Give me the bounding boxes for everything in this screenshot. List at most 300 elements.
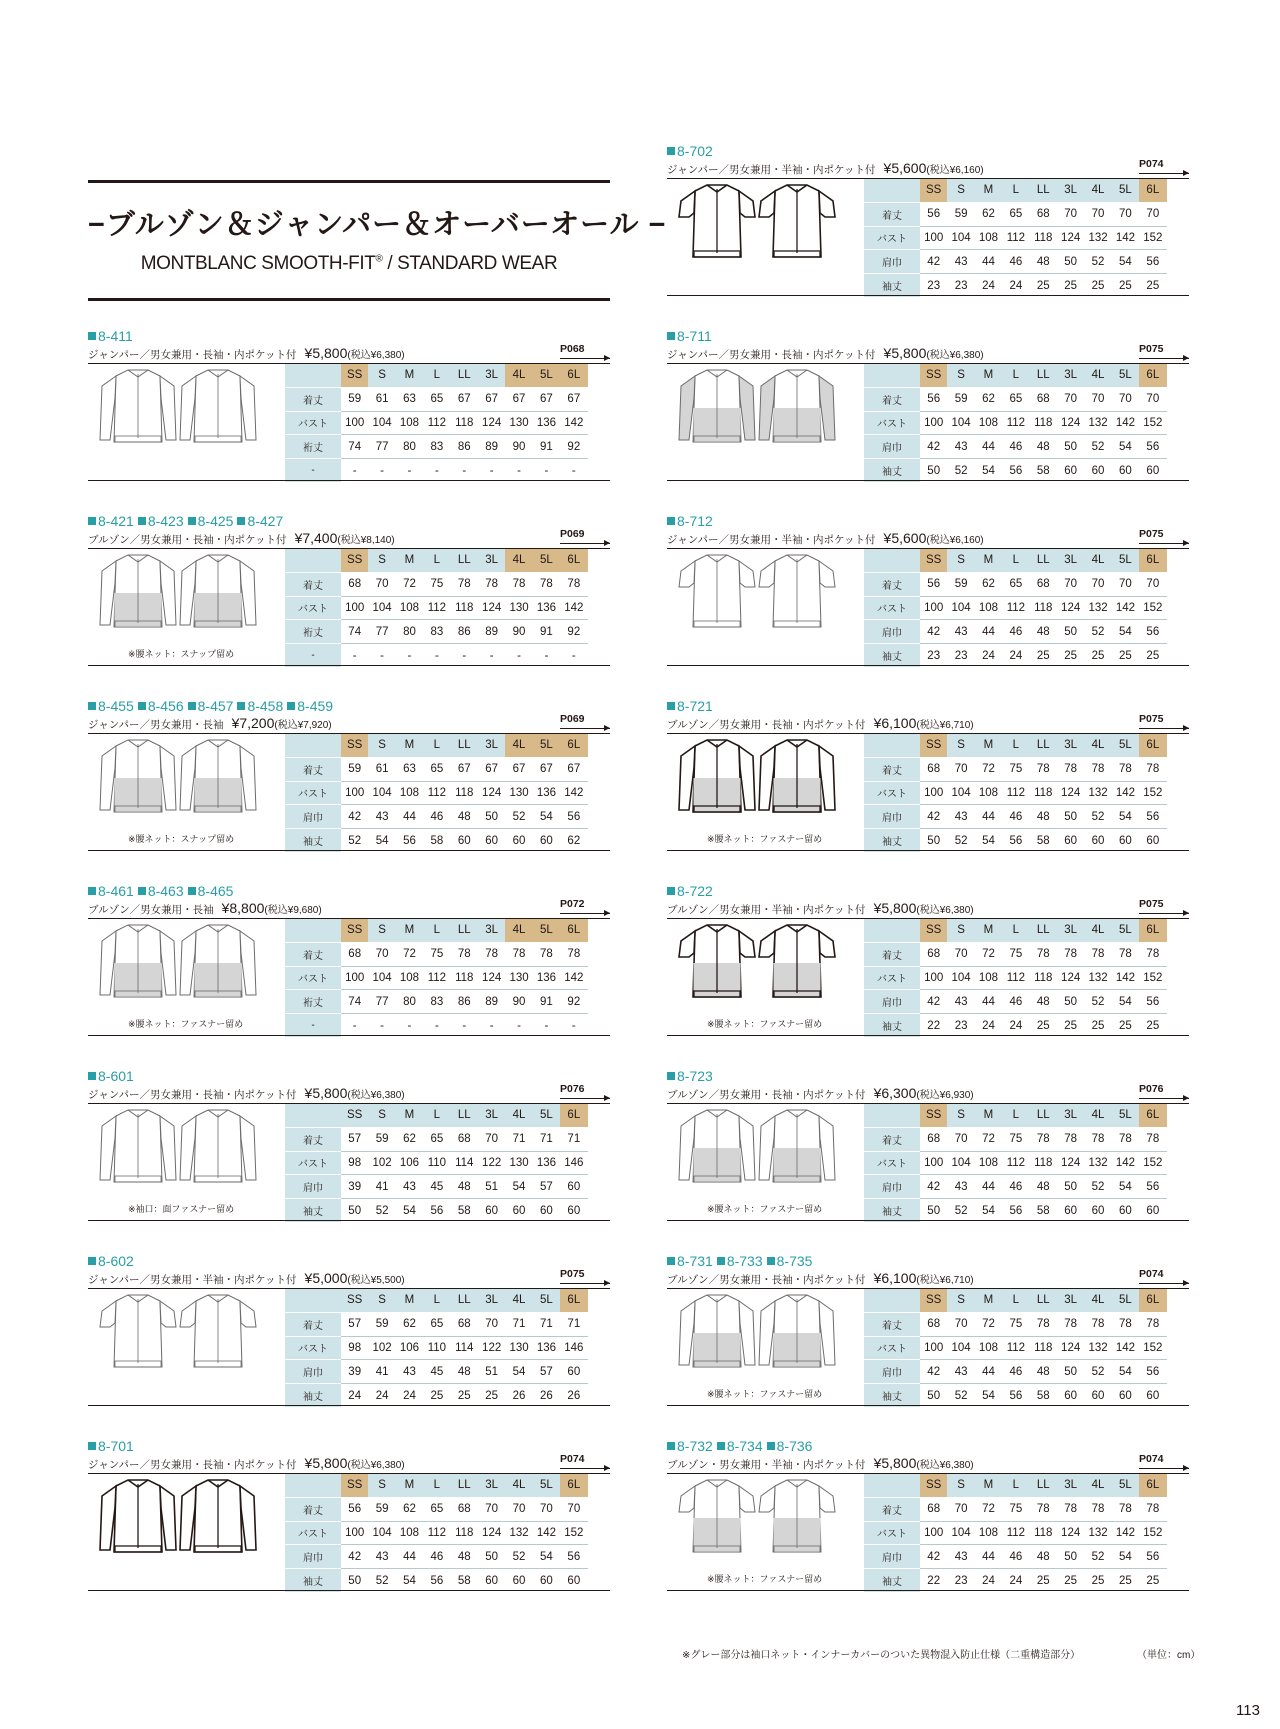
- measure-value: 100: [920, 781, 947, 805]
- table-row: [285, 644, 588, 667]
- size-header-row: [864, 364, 1167, 387]
- catalog-page-ref: P075: [1139, 898, 1189, 910]
- size-header: L: [423, 919, 450, 942]
- measure-value: 142: [1112, 1521, 1139, 1545]
- garment-illustration: [98, 1478, 258, 1558]
- product-code: 8-455: [88, 698, 134, 714]
- measure-value: 108: [396, 781, 423, 805]
- measure-value: 56: [560, 805, 587, 829]
- size-header: S: [368, 919, 395, 942]
- measure-value: 25: [1091, 649, 1105, 662]
- square-bullet-icon: [667, 1442, 675, 1450]
- measure-value: -: [517, 1019, 521, 1032]
- product-block: [667, 1253, 1189, 1406]
- measure-value: 54: [505, 1175, 532, 1199]
- product-code: 8-457: [188, 698, 234, 714]
- measure-value: 70: [1057, 202, 1084, 226]
- square-bullet-icon: [667, 1072, 675, 1080]
- size-header: L: [423, 549, 450, 572]
- measure-value: 90: [505, 990, 532, 1014]
- size-header-label: [285, 1104, 341, 1127]
- table-row: [864, 596, 1167, 620]
- product-tax-price: (税込¥6,380): [347, 1460, 405, 1471]
- measure-value: 78: [478, 942, 505, 966]
- table-row: [285, 1545, 588, 1569]
- measure-value: 83: [423, 620, 450, 644]
- measure-value: 56: [1009, 464, 1023, 477]
- measure-value: 52: [1084, 620, 1111, 644]
- measure-value: 25: [485, 1389, 499, 1402]
- measure-value: 26: [512, 1389, 526, 1402]
- size-table: [285, 364, 588, 482]
- product-tax-price: (税込¥6,930): [916, 1090, 974, 1101]
- measure-value: 56: [1139, 250, 1166, 274]
- measure-value: 62: [567, 834, 581, 847]
- product-price: ¥5,800: [304, 1085, 348, 1101]
- table-row: [864, 1384, 1167, 1407]
- size-header: LL: [1030, 919, 1057, 942]
- measure-value: 51: [478, 1360, 505, 1384]
- table-row: [864, 1199, 1167, 1222]
- measure-value: -: [462, 464, 467, 477]
- measure-value: 112: [423, 781, 450, 805]
- measure-value: 68: [920, 1497, 947, 1521]
- measure-value: 56: [1139, 435, 1166, 459]
- measure-value: 80: [396, 990, 423, 1014]
- product-codes: [667, 513, 717, 529]
- measure-value: 54: [1112, 250, 1139, 274]
- size-header: SS: [920, 734, 947, 757]
- size-header-row: [285, 1104, 588, 1127]
- measure-label: バスト: [285, 1336, 341, 1360]
- size-header: SS: [920, 1474, 947, 1497]
- product-description: ブルゾン／男女兼用・長袖・内ポケット付 ¥7,400(税込¥8,140): [88, 530, 395, 546]
- measure-label: 着丈: [864, 757, 920, 781]
- measure-value: 62: [396, 1127, 423, 1151]
- measure-value: 112: [1002, 1521, 1029, 1545]
- size-header: LL: [1030, 734, 1057, 757]
- product-code: 8-463: [138, 883, 184, 899]
- measure-value: 132: [1084, 966, 1111, 990]
- measure-value: 112: [423, 966, 450, 990]
- measure-value: 59: [341, 757, 368, 781]
- measure-label: バスト: [285, 966, 341, 990]
- size-table: [285, 919, 588, 1037]
- product-note: ※腰ネット：ファスナー留め: [707, 1574, 823, 1584]
- measure-value: 44: [975, 1360, 1002, 1384]
- catalog-page-ref: P076: [560, 1083, 610, 1095]
- measure-label: バスト: [864, 781, 920, 805]
- measure-value: 60: [560, 1360, 587, 1384]
- measure-value: 67: [533, 757, 560, 781]
- measure-value: 146: [560, 1151, 587, 1175]
- measure-value: 46: [1002, 1175, 1029, 1199]
- measure-value: 25: [1064, 1019, 1078, 1032]
- measure-label: バスト: [864, 226, 920, 250]
- measure-value: 78: [1057, 1497, 1084, 1521]
- measure-value: 24: [982, 1574, 995, 1587]
- measure-value: 43: [947, 990, 974, 1014]
- product-description: ジャンパー／男女兼用・長袖・内ポケット付 ¥5,800(税込¥6,380): [667, 345, 984, 361]
- size-header: L: [1002, 919, 1029, 942]
- measure-value: 43: [947, 435, 974, 459]
- catalog-page-ref: P074: [1139, 1268, 1189, 1280]
- title-top-rule: [88, 180, 610, 183]
- product-block: [667, 883, 1189, 1036]
- product-block: [88, 1438, 610, 1591]
- product-note: ※腰ネット：スナップ留め: [128, 649, 235, 659]
- measure-value: 54: [1112, 990, 1139, 1014]
- table-row: [864, 226, 1167, 250]
- size-header-row: [864, 549, 1167, 572]
- product-code: 8-425: [188, 513, 234, 529]
- measure-value: 124: [1057, 1521, 1084, 1545]
- measure-value: 78: [505, 572, 532, 596]
- measure-value: 136: [533, 411, 560, 435]
- measure-value: 25: [457, 1389, 471, 1402]
- size-header: M: [396, 1104, 423, 1127]
- table-row: [864, 435, 1167, 459]
- measure-label: 袖丈: [864, 1569, 920, 1592]
- measure-value: 52: [505, 805, 532, 829]
- measure-value: 25: [1091, 279, 1105, 292]
- measure-value: 78: [533, 942, 560, 966]
- size-header: 5L: [1112, 1474, 1139, 1497]
- size-header: 4L: [505, 1104, 532, 1127]
- block-bottom-rule: [88, 1405, 610, 1406]
- measure-value: 56: [1139, 805, 1166, 829]
- measure-value: 60: [1064, 834, 1078, 847]
- product-description: ブルゾン／男女兼用・長袖・内ポケット付 ¥6,300(税込¥6,930): [667, 1085, 974, 1101]
- size-table: [864, 1104, 1167, 1222]
- measure-value: 74: [341, 990, 368, 1014]
- measure-value: 43: [947, 1175, 974, 1199]
- product-description: ジャンパー／男女兼用・長袖・内ポケット付 ¥5,800(税込¥6,380): [88, 345, 405, 361]
- block-bottom-rule: [667, 295, 1189, 296]
- measure-value: 124: [1057, 1336, 1084, 1360]
- measure-value: 78: [1112, 1312, 1139, 1336]
- product-code: 8-461: [88, 883, 134, 899]
- block-bottom-rule: [88, 665, 610, 666]
- measure-value: 23: [954, 1574, 968, 1587]
- measure-value: 108: [975, 781, 1002, 805]
- size-header: 6L: [560, 919, 587, 942]
- size-header: 6L: [560, 1474, 587, 1497]
- measure-value: 104: [947, 781, 974, 805]
- measure-value: 60: [1146, 834, 1160, 847]
- measure-value: 56: [920, 572, 947, 596]
- product-block: [88, 328, 610, 481]
- product-price: ¥6,100: [873, 715, 917, 731]
- measure-value: 124: [1057, 411, 1084, 435]
- measure-value: 56: [430, 1574, 444, 1587]
- measure-label: 肩巾: [285, 805, 341, 829]
- table-row: [285, 781, 588, 805]
- measure-label: 着丈: [864, 942, 920, 966]
- measure-value: 60: [1091, 464, 1105, 477]
- product-description: ブルゾン／男女兼用・半袖・内ポケット付 ¥5,800(税込¥6,380): [667, 900, 974, 916]
- measure-value: 142: [1112, 966, 1139, 990]
- block-bottom-rule: [667, 665, 1189, 666]
- size-header: L: [423, 1104, 450, 1127]
- measure-value: 60: [567, 1574, 581, 1587]
- catalog-page-ref: P074: [1139, 158, 1189, 170]
- measure-value: -: [407, 464, 412, 477]
- product-block: [667, 698, 1189, 851]
- product-tax-price: (税込¥6,160): [926, 535, 984, 546]
- measure-label: 肩巾: [864, 1545, 920, 1569]
- garment-illustration: [677, 183, 837, 263]
- measure-value: 60: [540, 1204, 553, 1217]
- measure-value: 58: [1036, 1389, 1050, 1402]
- measure-value: 124: [1057, 596, 1084, 620]
- measure-label: 袖丈: [864, 1384, 920, 1407]
- size-header: SS: [341, 1104, 368, 1127]
- measure-label: バスト: [285, 1151, 341, 1175]
- size-header: LL: [451, 919, 478, 942]
- measure-value: 74: [341, 620, 368, 644]
- garment-illustration: [98, 553, 258, 633]
- size-table: [864, 1289, 1167, 1407]
- size-header: M: [396, 919, 423, 942]
- square-bullet-icon: [188, 517, 196, 525]
- measure-value: 39: [341, 1175, 368, 1199]
- product-note: ※袖口：面ファスナー留め: [128, 1204, 235, 1214]
- measure-value: 110: [423, 1151, 450, 1175]
- measure-value: -: [352, 649, 357, 662]
- measure-value: 78: [1112, 1127, 1139, 1151]
- measure-value: 25: [1146, 649, 1160, 662]
- measure-value: 45: [423, 1175, 450, 1199]
- measure-value: 48: [1030, 250, 1057, 274]
- measure-value: 70: [478, 1127, 505, 1151]
- measure-value: 86: [451, 990, 478, 1014]
- measure-value: 118: [1030, 1336, 1057, 1360]
- measure-value: 23: [954, 649, 968, 662]
- product-codes: [667, 698, 717, 714]
- measure-value: 48: [451, 1175, 478, 1199]
- measure-value: 112: [423, 1521, 450, 1545]
- measure-value: 60: [1119, 464, 1132, 477]
- measure-value: 130: [505, 1151, 532, 1175]
- size-header: SS: [920, 549, 947, 572]
- measure-label: 袖丈: [285, 829, 341, 852]
- product-codes: [88, 883, 237, 899]
- garment-illustration: [98, 923, 258, 1003]
- size-header-row: [864, 1104, 1167, 1127]
- measure-value: 52: [1084, 435, 1111, 459]
- size-header: SS: [920, 179, 947, 202]
- measure-value: 25: [1036, 279, 1050, 292]
- table-row: [285, 1336, 588, 1360]
- measure-value: 68: [451, 1127, 478, 1151]
- block-bottom-rule: [667, 850, 1189, 851]
- product-codes: [667, 143, 717, 159]
- product-price: ¥5,000: [304, 1270, 348, 1286]
- measure-value: 78: [1084, 757, 1111, 781]
- measure-value: 60: [567, 1204, 581, 1217]
- catalog-title: −ブルゾン＆ジャンパー＆オーバーオール −: [88, 209, 667, 241]
- size-header: S: [947, 364, 974, 387]
- measure-value: 46: [1002, 435, 1029, 459]
- measure-label: バスト: [285, 781, 341, 805]
- measure-value: 70: [947, 1497, 974, 1521]
- measure-value: 108: [975, 411, 1002, 435]
- size-header: 5L: [533, 1289, 560, 1312]
- measure-value: 86: [451, 435, 478, 459]
- size-header: L: [1002, 549, 1029, 572]
- measure-value: 118: [451, 596, 478, 620]
- measure-value: 67: [505, 757, 532, 781]
- product-code: 8-733: [717, 1253, 763, 1269]
- measure-label: バスト: [285, 596, 341, 620]
- measure-value: 24: [982, 649, 995, 662]
- size-header: 3L: [478, 1474, 505, 1497]
- measure-value: 58: [1036, 464, 1050, 477]
- measure-value: 24: [1009, 279, 1023, 292]
- measure-value: 152: [1139, 781, 1166, 805]
- measure-value: 132: [1084, 1521, 1111, 1545]
- measure-value: 56: [1139, 1360, 1166, 1384]
- arrow-right-icon: [560, 913, 610, 914]
- measure-value: 50: [1057, 805, 1084, 829]
- table-row: [864, 1175, 1167, 1199]
- measure-value: 71: [505, 1127, 532, 1151]
- measure-value: 75: [423, 572, 450, 596]
- size-header: LL: [451, 364, 478, 387]
- measure-value: 130: [505, 596, 532, 620]
- measure-value: 54: [1112, 435, 1139, 459]
- square-bullet-icon: [717, 1442, 725, 1450]
- square-bullet-icon: [667, 332, 675, 340]
- measure-value: 42: [341, 1545, 368, 1569]
- measure-value: 67: [505, 387, 532, 411]
- measure-value: 77: [368, 620, 395, 644]
- gray-area-footnote: ※グレー部分は袖口ネット・インナーカバーのついた異物混入防止仕様（二重構造部分）: [682, 1650, 1081, 1661]
- measure-value: 48: [451, 805, 478, 829]
- arrow-right-icon: [1139, 913, 1189, 914]
- size-header: S: [947, 1289, 974, 1312]
- size-table: [285, 1104, 588, 1222]
- product-block: [667, 513, 1189, 666]
- measure-value: 54: [1112, 1360, 1139, 1384]
- measure-value: 59: [947, 572, 974, 596]
- product-codes: [88, 698, 337, 714]
- product-code: 8-723: [667, 1068, 713, 1084]
- measure-label: 着丈: [864, 1497, 920, 1521]
- table-row: [864, 411, 1167, 435]
- size-header-label: [864, 919, 920, 942]
- measure-value: 142: [1112, 411, 1139, 435]
- product-codes: [88, 1068, 138, 1084]
- arrow-right-icon: [560, 1468, 610, 1469]
- measure-value: 98: [341, 1336, 368, 1360]
- measure-value: 104: [947, 226, 974, 250]
- measure-value: 100: [920, 1151, 947, 1175]
- size-header: 3L: [1057, 1289, 1084, 1312]
- measure-value: 54: [403, 1204, 416, 1217]
- table-row: [864, 781, 1167, 805]
- size-header-row: [285, 364, 588, 387]
- product-block: [88, 698, 610, 851]
- measure-value: 59: [368, 1127, 395, 1151]
- measure-value: 108: [975, 1521, 1002, 1545]
- measure-value: 70: [1112, 387, 1139, 411]
- measure-value: 136: [533, 781, 560, 805]
- table-row: [864, 387, 1167, 411]
- measure-value: 56: [1139, 1175, 1166, 1199]
- measure-value: 70: [505, 1497, 532, 1521]
- measure-value: 46: [423, 1545, 450, 1569]
- measure-value: 78: [1112, 942, 1139, 966]
- measure-value: 70: [1139, 572, 1166, 596]
- product-code: 8-731: [667, 1253, 713, 1269]
- measure-value: 50: [927, 1389, 941, 1402]
- measure-value: 68: [341, 942, 368, 966]
- measure-value: 52: [954, 834, 968, 847]
- product-code: 8-458: [237, 698, 283, 714]
- measure-value: 60: [1119, 1389, 1132, 1402]
- measure-value: 78: [451, 942, 478, 966]
- size-header-label: [864, 1474, 920, 1497]
- measure-value: 71: [533, 1312, 560, 1336]
- measure-value: 43: [947, 805, 974, 829]
- measure-value: 43: [368, 1545, 395, 1569]
- measure-value: 67: [451, 757, 478, 781]
- size-header: S: [947, 1474, 974, 1497]
- size-header: 5L: [533, 734, 560, 757]
- measure-value: 44: [396, 1545, 423, 1569]
- measure-value: 108: [396, 966, 423, 990]
- measure-label: 着丈: [864, 1127, 920, 1151]
- table-row: [864, 1127, 1167, 1151]
- measure-label: 裄丈: [285, 990, 341, 1014]
- size-header: 4L: [505, 919, 532, 942]
- size-header-label: [864, 734, 920, 757]
- measure-value: 142: [560, 781, 587, 805]
- product-block: [88, 513, 610, 666]
- measure-value: 48: [1030, 1545, 1057, 1569]
- table-row: [285, 1151, 588, 1175]
- measure-value: 25: [1091, 1574, 1105, 1587]
- measure-value: 72: [975, 942, 1002, 966]
- measure-label: 裄丈: [285, 435, 341, 459]
- product-codes: [88, 1253, 138, 1269]
- size-header-label: [864, 364, 920, 387]
- measure-value: 118: [1030, 1521, 1057, 1545]
- measure-value: 118: [1030, 966, 1057, 990]
- measure-value: 78: [1084, 942, 1111, 966]
- measure-value: 136: [533, 596, 560, 620]
- measure-value: 52: [375, 1574, 389, 1587]
- product-code: 8-734: [717, 1438, 763, 1454]
- square-bullet-icon: [138, 517, 146, 525]
- measure-value: 54: [982, 1204, 995, 1217]
- table-row: [864, 572, 1167, 596]
- size-header: 5L: [1112, 1289, 1139, 1312]
- arrow-right-icon: [1139, 543, 1189, 544]
- measure-value: -: [380, 1019, 384, 1032]
- product-note: ※腰ネット：ファスナー留め: [707, 1019, 823, 1029]
- measure-value: 124: [1057, 1151, 1084, 1175]
- size-header: M: [396, 1474, 423, 1497]
- product-code: 8-601: [88, 1068, 134, 1084]
- measure-value: 52: [1084, 1175, 1111, 1199]
- measure-value: 25: [1146, 1019, 1160, 1032]
- measure-value: 25: [1036, 1574, 1050, 1587]
- size-header: 3L: [478, 734, 505, 757]
- measure-value: 54: [1112, 620, 1139, 644]
